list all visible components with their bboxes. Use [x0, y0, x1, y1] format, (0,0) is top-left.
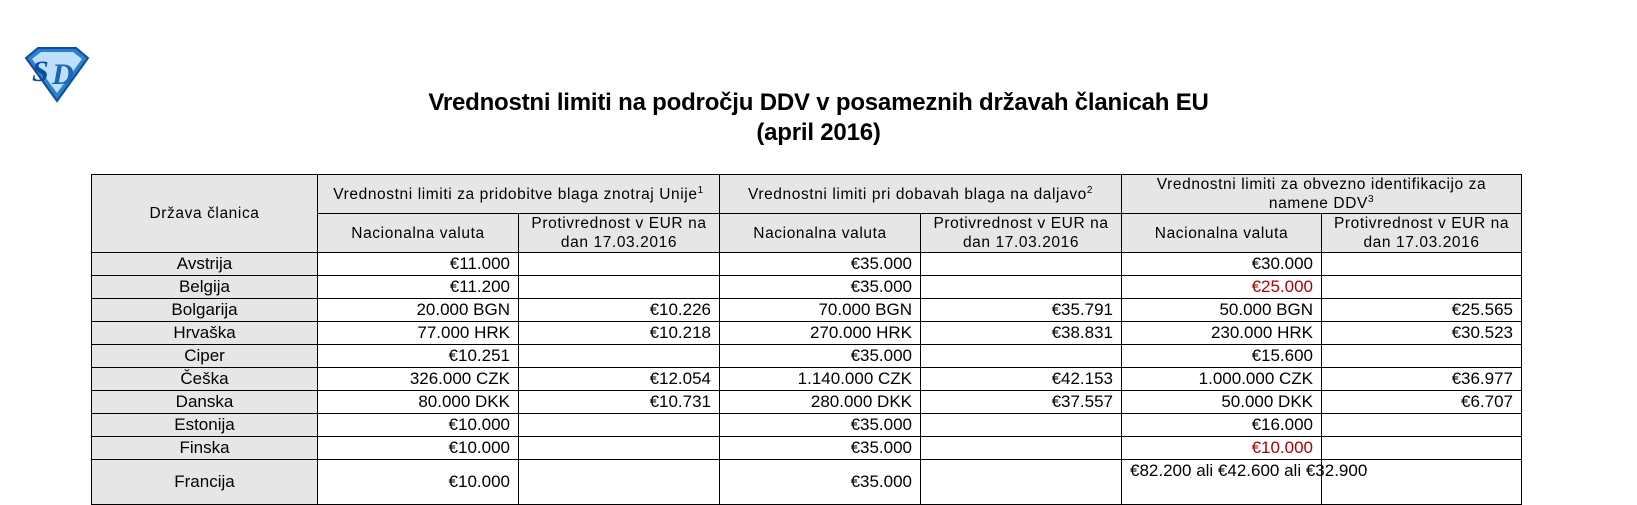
title-line-1: Vrednostni limiti na področju DDV v posameznih državah članicah EU [428, 89, 1209, 116]
footnote-marker: 2 [1086, 184, 1094, 196]
country-cell: Avstrija [92, 253, 318, 276]
table-row [92, 368, 1522, 391]
identification-limit-eur: €6.707 [1322, 391, 1522, 414]
header-eur-equivalent: Protivrednost v EUR na dan 17.03.2016 [921, 214, 1122, 253]
distance-sales-limit-eur [921, 414, 1122, 437]
identification-limit-eur: €30.523 [1322, 322, 1522, 345]
distance-sales-limit-eur [921, 345, 1122, 368]
acquisition-limit-national: €10.000 [318, 460, 519, 505]
acquisition-limit-national: €11.200 [318, 276, 519, 299]
distance-sales-limit-eur: €38.831 [921, 322, 1122, 345]
identification-limit-national: 1.000.000 CZK [1122, 368, 1322, 391]
identification-limit-national: 50.000 BGN [1122, 299, 1322, 322]
header-country: Država članica [92, 175, 318, 253]
header-eur-equivalent: Protivrednost v EUR na dan 17.03.2016 [1322, 214, 1522, 253]
table-row [92, 391, 1522, 414]
acquisition-limit-national: €10.000 [318, 414, 519, 437]
distance-sales-limit-national: 1.140.000 CZK [720, 368, 921, 391]
acquisition-limit-national: 77.000 HRK [318, 322, 519, 345]
svg-text:S: S [32, 55, 49, 88]
table-row [92, 460, 1522, 505]
distance-sales-limit-national: €35.000 [720, 414, 921, 437]
header-group-acquisitions-text: Vrednostni limiti za pridobitve blaga znotraj Unije [333, 185, 698, 203]
distance-sales-limit-eur [921, 437, 1122, 460]
table-row [92, 414, 1522, 437]
distance-sales-limit-eur: €35.791 [921, 299, 1122, 322]
acquisition-limit-eur: €10.226 [519, 299, 720, 322]
country-cell: Estonija [92, 414, 318, 437]
acquisition-limit-national: 80.000 DKK [318, 391, 519, 414]
acquisition-limit-national: €10.251 [318, 345, 519, 368]
distance-sales-limit-national: €35.000 [720, 345, 921, 368]
identification-limit-national: €25.000 [1122, 276, 1322, 299]
country-cell: Belgija [92, 276, 318, 299]
identification-limit-eur [1322, 414, 1522, 437]
acquisition-limit-eur [519, 437, 720, 460]
distance-sales-limit-eur: €37.557 [921, 391, 1122, 414]
header-group-distance-sales [720, 175, 1122, 214]
acquisition-limit-eur: €10.218 [519, 322, 720, 345]
distance-sales-limit-national: €35.000 [720, 253, 921, 276]
country-cell: Hrvaška [92, 322, 318, 345]
identification-limit-national: €16.000 [1122, 414, 1322, 437]
country-cell: Bolgarija [92, 299, 318, 322]
acquisition-limit-national: 20.000 BGN [318, 299, 519, 322]
page-title [0, 88, 1637, 148]
header-group-acquisitions [318, 175, 720, 214]
table-row [92, 299, 1522, 322]
identification-limit-eur [1322, 276, 1522, 299]
country-cell: Francija [92, 460, 318, 505]
footnote-marker: 1 [697, 184, 704, 196]
identification-limit-eur: €36.977 [1322, 368, 1522, 391]
header-national-currency: Nacionalna valuta [720, 214, 921, 253]
header-eur-equivalent: Protivrednost v EUR na dan 17.03.2016 [519, 214, 720, 253]
identification-limit-eur [1322, 345, 1522, 368]
title-line-2: (april 2016) [756, 119, 881, 146]
distance-sales-limit-national: €35.000 [720, 437, 921, 460]
table-row [92, 437, 1522, 460]
svg-text:D: D [52, 58, 74, 91]
identification-limit-national: €30.000 [1122, 253, 1322, 276]
header-group-identification [1122, 175, 1522, 214]
distance-sales-limit-eur [921, 253, 1122, 276]
country-cell: Češka [92, 368, 318, 391]
header-group-identification-text: Vrednostni limiti za obvezno identifikacijo za namene DDV [1156, 176, 1487, 212]
vat-limits-table [91, 174, 1522, 505]
acquisition-limit-eur [519, 345, 720, 368]
acquisition-limit-eur: €10.731 [519, 391, 720, 414]
distance-sales-limit-eur: €42.153 [921, 368, 1122, 391]
distance-sales-limit-eur [921, 276, 1122, 299]
identification-limit-national: 230.000 HRK [1122, 322, 1322, 345]
acquisition-limit-eur [519, 460, 720, 505]
country-cell: Ciper [92, 345, 318, 368]
distance-sales-limit-national: 280.000 DKK [720, 391, 921, 414]
acquisition-limit-eur [519, 414, 720, 437]
identification-limit-national: €15.600 [1122, 345, 1322, 368]
identification-limit-national: €82.200 ali €42.600 ali €32.900 [1122, 460, 1322, 505]
footnote-marker: 3 [1367, 193, 1375, 205]
table-row [92, 345, 1522, 368]
distance-sales-limit-national: €35.000 [720, 276, 921, 299]
acquisition-limit-national: 326.000 CZK [318, 368, 519, 391]
distance-sales-limit-national: €35.000 [720, 460, 921, 505]
country-cell: Danska [92, 391, 318, 414]
header-national-currency: Nacionalna valuta [318, 214, 519, 253]
acquisition-limit-eur [519, 253, 720, 276]
table-row [92, 276, 1522, 299]
identification-limit-eur: €25.565 [1322, 299, 1522, 322]
identification-limit-national: €10.000 [1122, 437, 1322, 460]
table-row [92, 322, 1522, 345]
acquisition-limit-eur: €12.054 [519, 368, 720, 391]
identification-limit-eur [1322, 437, 1522, 460]
acquisition-limit-national: €10.000 [318, 437, 519, 460]
distance-sales-limit-national: 70.000 BGN [720, 299, 921, 322]
identification-limit-eur [1322, 253, 1522, 276]
identification-limit-national: 50.000 DKK [1122, 391, 1322, 414]
header-national-currency: Nacionalna valuta [1122, 214, 1322, 253]
distance-sales-limit-national: 270.000 HRK [720, 322, 921, 345]
header-group-distance-sales-text: Vrednostni limiti pri dobavah blaga na daljavo [747, 185, 1087, 203]
country-cell: Finska [92, 437, 318, 460]
distance-sales-limit-eur [921, 460, 1122, 505]
acquisition-limit-eur [519, 276, 720, 299]
acquisition-limit-national: €11.000 [318, 253, 519, 276]
table-row [92, 253, 1522, 276]
